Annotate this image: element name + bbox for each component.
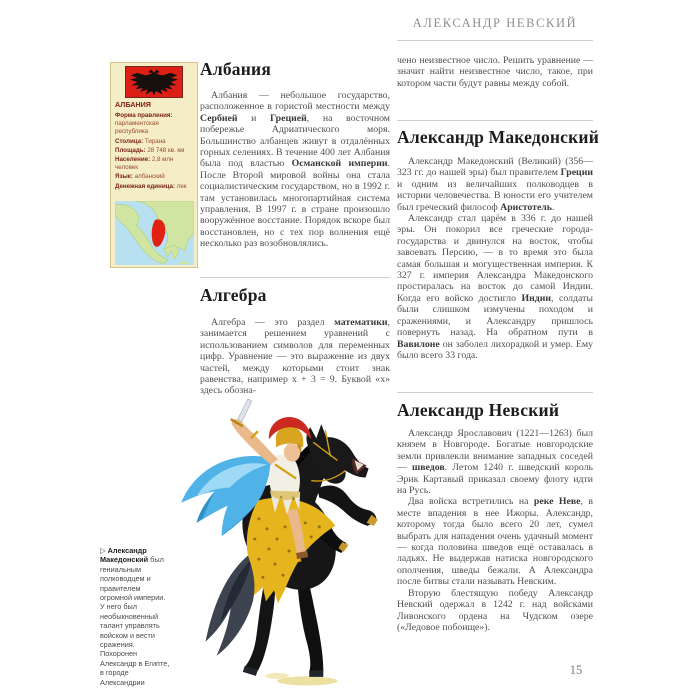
article-text-nevsky [397, 428, 593, 633]
article-text-makedonsky [397, 156, 593, 361]
illustration-caption [100, 546, 170, 687]
paragraph: Вторую блестящую победу Александр Невский одержал в 1242 г. над войсками Ливонского ордена на Чудском озере («Ледовое побоище»). [397, 587, 593, 633]
paragraph: Площадь: 28 748 кв. км [115, 146, 185, 154]
article-text-algebra [200, 317, 390, 397]
article-title-nevsky: Александр Невский [397, 400, 560, 420]
paragraph: чено неизвестное число. Решить уравнение — значит найти неизвестное число, такое, при котором части будут равны между собой. [397, 55, 593, 89]
albania-infobox [110, 62, 198, 268]
section-divider [200, 277, 390, 278]
article-title-albania: Албания [200, 59, 271, 79]
section-divider [397, 120, 593, 121]
paragraph: Александр Македонский (Великий) (356—323 гг. до нашей эры) был правителем Греции и одним из величайших полководцев в истории человечества. В юности его учителем был греческий философ Аристотель. [397, 156, 593, 213]
paragraph: Столица: Тирана [115, 137, 166, 145]
running-header: АЛЕКСАНДР НЕВСКИЙ [412, 16, 578, 30]
section-divider [397, 392, 593, 393]
paragraph: Алгебра — это раздел математики, занимается решением уравнений с использованием символов для переменных цифр. Уравнение — это выражение из двух частей, между которыми стоит знак равенства, например х + 3 = 9. Буквой «х» здесь обозна- [200, 317, 390, 397]
paragraph: Население: 2,8 млн человек [115, 156, 174, 172]
albania-flag-icon [125, 66, 183, 98]
paragraph: Язык: албанский [115, 173, 165, 181]
paragraph: Албания — небольшое государство, расположенное в гористой местности между Сербией и Грецией, на восточном побережье Адриатического моря. Большинство албанцев живут в отдалённых горных селениях. В течение 400 лет Албания была под властью Османской империи. После Второй мировой войны она стала социалистическим государством, но в 1992 г. там установилась многопартийная система управления. В 1997 г. в стране произошло вооружённое восстание. Порядок вскоре был восстановлен, но с тех пор волнения ещё несколько раз возобновлялись. [200, 90, 390, 250]
paragraph: Александр стал царём в 336 г. до нашей эры. Он покорил все греческие города-государства и двинулся на восток, чтобы завоевать Персию, — в то время это была самая большая и могущественная империя. К 327 г. империя Александра Македонского простиралась на восток до самой Индии. Когда его войско достигло Индии, солдаты были слишком измучены походом и сражениями, и Александру пришлось повернуть назад. На обратном пути в Вавилоне он заболел лихорадкой и умер. Ему было всего 33 года. [397, 213, 593, 361]
article-title-makedonsky: Александр Македонский [397, 127, 599, 147]
page-number: 15 [569, 663, 583, 677]
double-headed-eagle-icon [126, 67, 182, 97]
header-rule [397, 40, 593, 41]
alexander-horse-illustration [158, 398, 395, 690]
article-text-algebra-continuation [397, 55, 593, 89]
infobox-facts [115, 112, 193, 191]
paragraph: Два войска встретились на реке Неве, в месте впадения в нее Ижоры. Александр, которому тогда было всего 20 лет, сумел выбрать для нападения очень удачный момент — когда половина шведов ещё оставалась в ладьях. Не выдержав натиска новгородского ополчения, шведы бежали. А Александра после битвы стали называть Невским. [397, 496, 593, 588]
article-title-algebra: Алгебра [200, 285, 267, 305]
paragraph: Александр Ярославович (1221—1263) был князем в Новгороде. Богатые новгородские земли привлекли внимание западных соседей — шведов. Летом 1240 г. шведский король Эрик Картавый приказал своему флоту идти на Русь. [397, 428, 593, 497]
paragraph: Форма правления: парламентская республика [115, 112, 173, 136]
paragraph: ▷ Александр Македонский был гениальным полководцем и правителем огромной империи. У него был необыкновенный талант управлять войском и вести сражения. Похоронен Александр в Египте, в городе Александрии [100, 546, 170, 687]
paragraph: Денежная единица: лек [115, 182, 187, 190]
infobox-country-name: АЛБАНИЯ [115, 100, 151, 109]
article-text-albania [200, 90, 390, 250]
albania-map [115, 201, 194, 265]
